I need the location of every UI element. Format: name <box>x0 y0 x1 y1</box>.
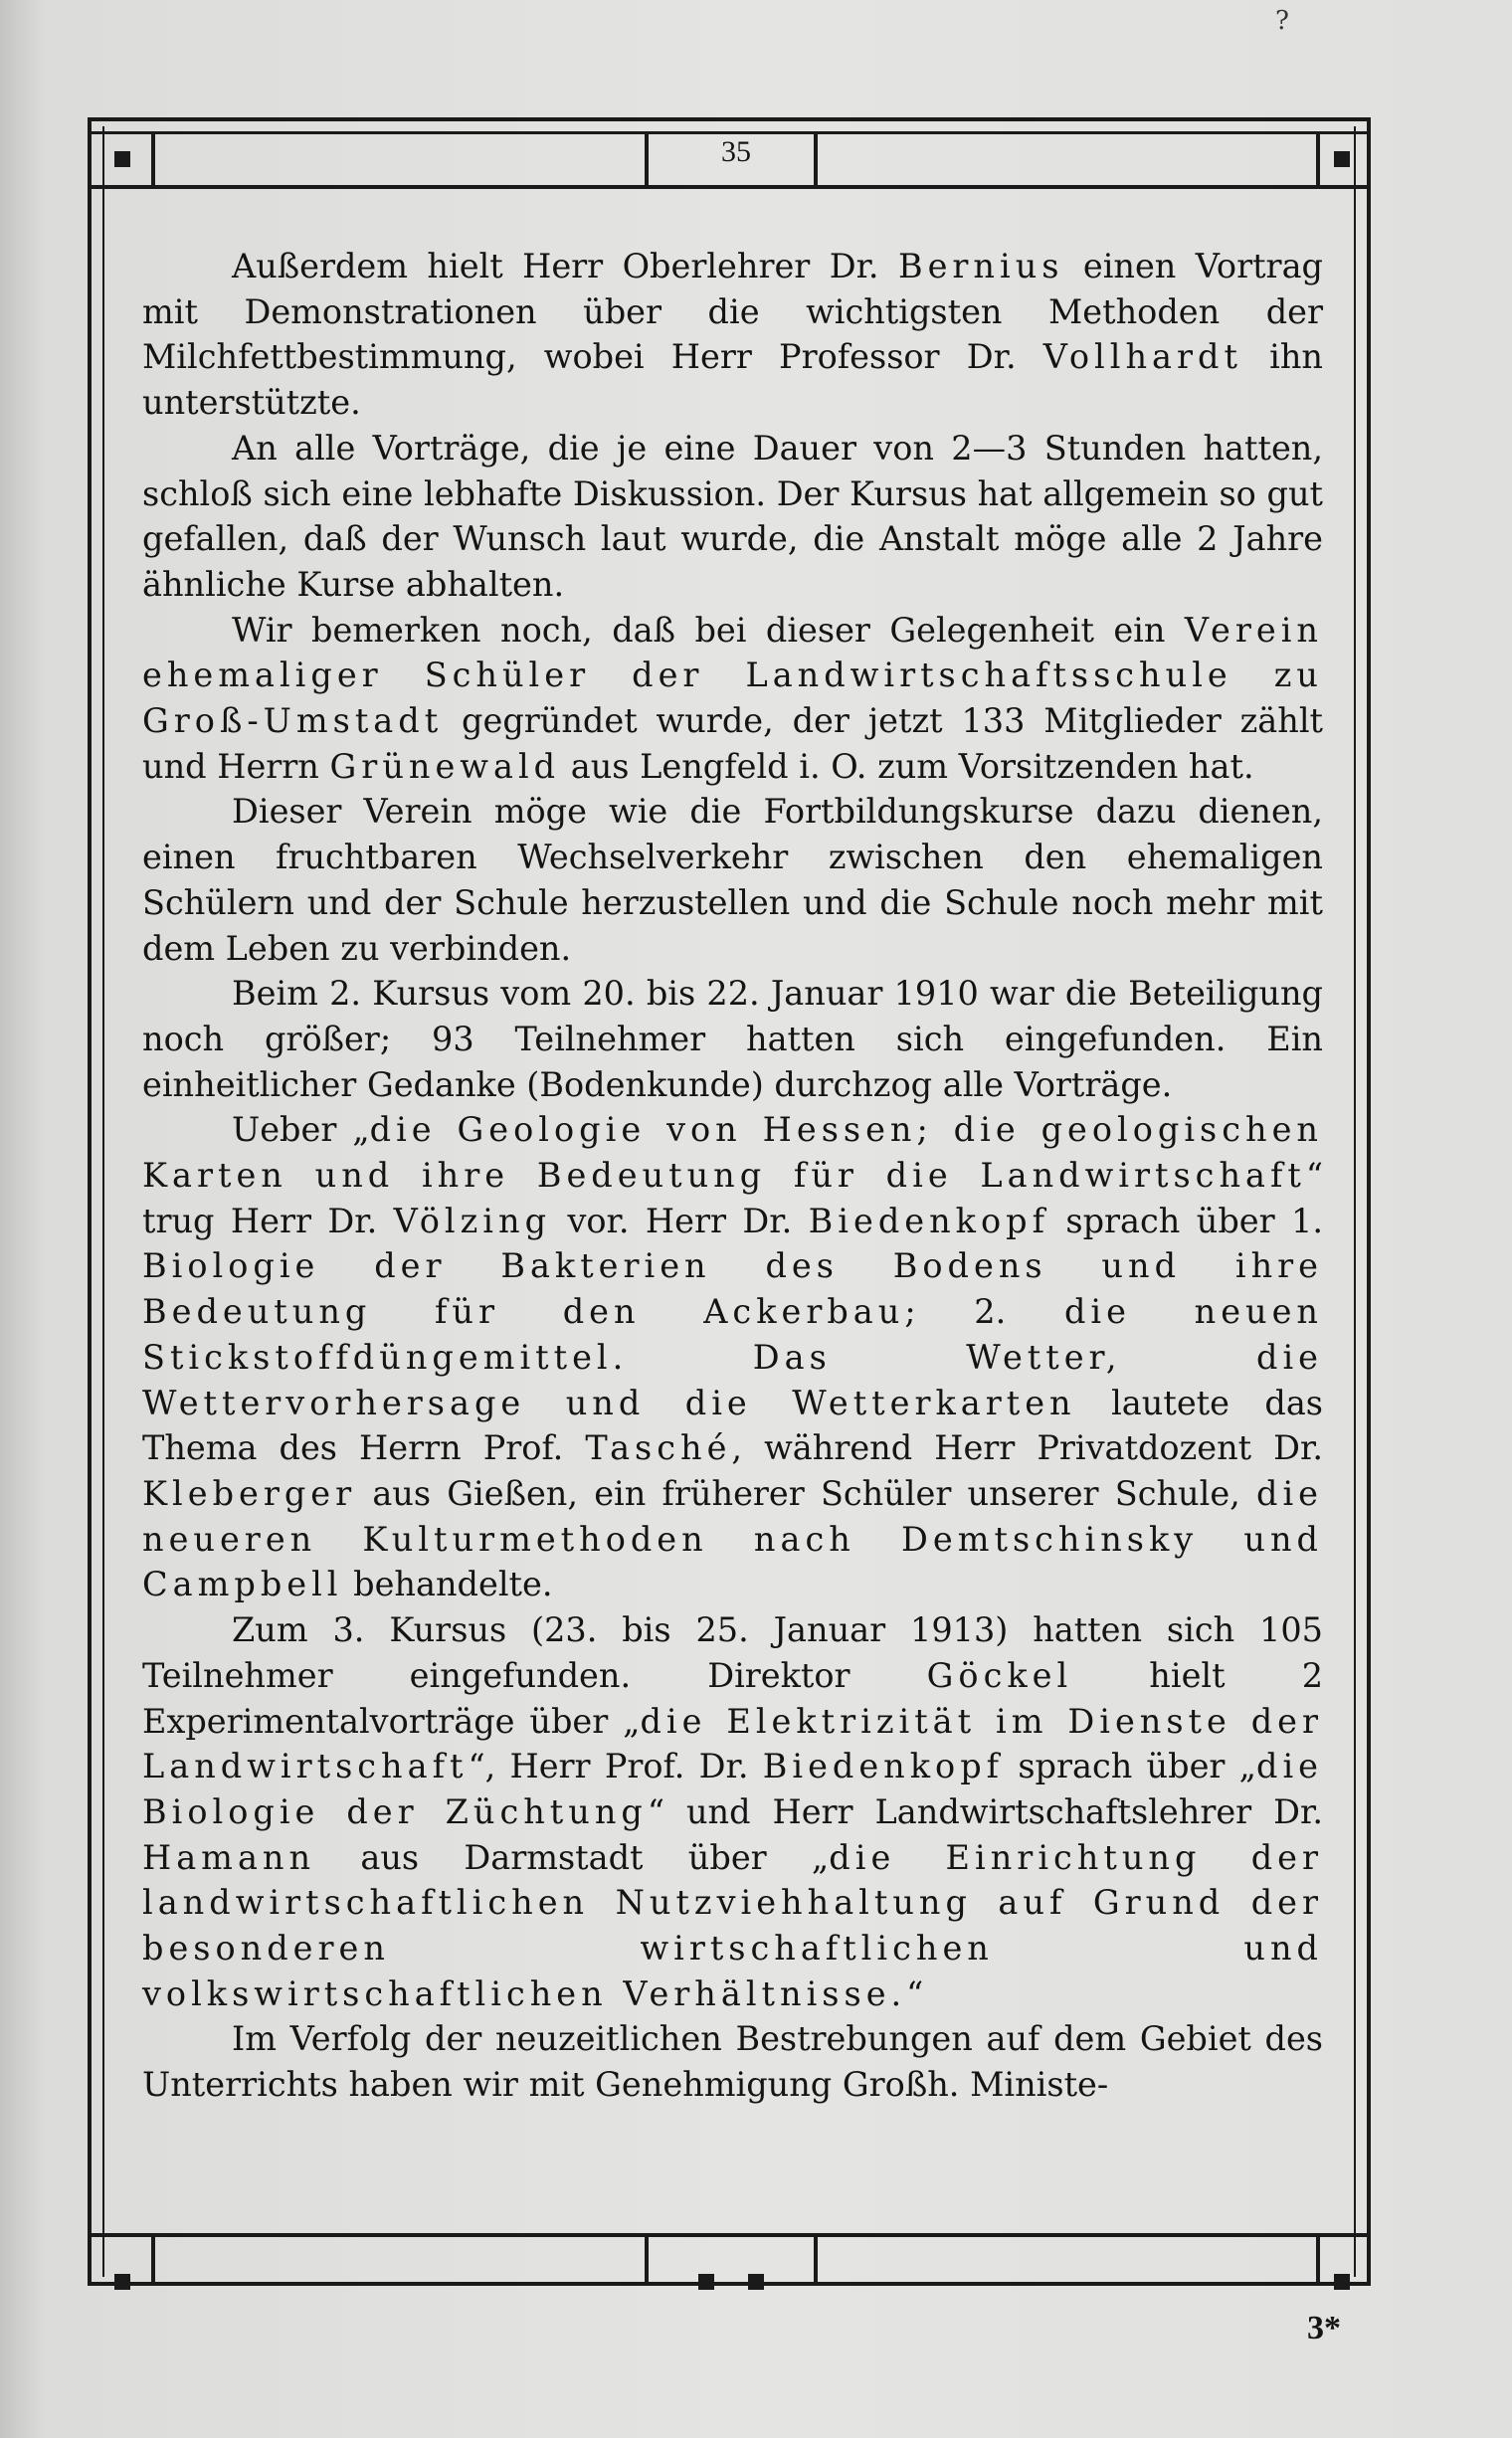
text-run: An alle Vorträge, die je eine Dauer von 2—3 Stunden hatten, schloß sich eine lebhafte Diskussion. Der Kursus hat allgemein so gut gefallen, daß der Wunsch laut wurde, die Anstalt möge alle 2 Jahre ähnliche Kurse abhalten. <box>142 428 1323 604</box>
header-divider-center-left <box>645 131 649 189</box>
text-run: Außerdem hielt Herr Oberlehrer Dr. <box>232 247 898 285</box>
emphasized-text: die neueren Kulturmethoden nach Demtschinsky und Campbell <box>142 1473 1323 1604</box>
emphasized-text: die Geologie von Hessen; die geologischen Karten und ihre Bedeutung für die Landwirtschaft <box>142 1110 1323 1196</box>
text-run: “, Herr Prof. Dr. <box>468 1747 763 1786</box>
footer-ornament-center-2 <box>748 2274 764 2290</box>
emphasized-text: die neuen Stickstoffdüngemittel <box>142 1292 1323 1377</box>
text-run: , während Herr Privatdozent Dr. <box>731 1428 1323 1468</box>
paragraph-p5 <box>142 971 1323 1107</box>
emphasized-text: Tasché <box>585 1428 732 1468</box>
emphasized-text: Biedenkopf <box>808 1201 1049 1240</box>
text-run: lautete das Thema des Herrn Prof. <box>142 1383 1323 1468</box>
paragraph-p6 <box>142 1107 1323 1607</box>
text-run: vor. Herr Dr. <box>551 1201 809 1240</box>
text-run: behandelte. <box>342 1565 553 1604</box>
footer-ornament-left <box>114 2274 130 2290</box>
paragraph-p1 <box>142 244 1323 426</box>
text-run: hielt 2 Experimentalvorträge über „ <box>142 1655 1324 1741</box>
text-run: einen Vortrag mit Demonstrationen über die wichtigsten Methoden der Milchfettbestimmung, wobei Herr Professor Dr. <box>142 247 1323 377</box>
header-rule-bottom <box>88 185 1371 189</box>
text-run: sprach über „ <box>1004 1747 1257 1786</box>
emphasized-text: Völzing <box>393 1201 552 1240</box>
text-run: “ und Herr Landwirtschaftslehrer Dr. <box>647 1791 1323 1831</box>
body-text <box>142 244 1323 2108</box>
footer-divider-center-left <box>645 2233 649 2285</box>
emphasized-text: Grünewald <box>329 746 561 786</box>
text-run: ; 2. <box>904 1292 1064 1332</box>
footer-divider-center-right <box>814 2233 818 2285</box>
text-run: sprach über 1. <box>1048 1201 1323 1240</box>
emphasized-text: die Einrichtung der landwirtschaftlichen Nutzviehhaltung auf Grund der besonderen wirtschaftlichen und volkswirtschaftlichen Verhältnisse. <box>142 1837 1323 2013</box>
footer-ornament-right <box>1334 2274 1350 2290</box>
emphasized-text: Verein ehemaliger Schüler der Landwirtschaftsschule zu Groß-Umstadt <box>142 610 1323 741</box>
footer-rule-top <box>88 2233 1371 2237</box>
header-divider-left <box>151 131 155 189</box>
text-run: ihn unterstützte. <box>142 337 1323 423</box>
footer-divider-left <box>151 2233 155 2285</box>
footer-ornament-center-1 <box>698 2274 714 2290</box>
header-ornament-left <box>114 151 130 167</box>
footer-divider-right <box>1316 2233 1320 2285</box>
emphasized-text: die Elektrizität im Dienste der Landwirtschaft <box>142 1701 1323 1786</box>
text-run: Im Verfolg der neuzeitlichen Bestrebungen auf dem Gebiet des Unterrichts haben wir mit Genehmigung Großh. Ministe- <box>142 2019 1323 2105</box>
text-run: Ueber „ <box>232 1110 370 1150</box>
header-rule-top <box>88 131 1371 134</box>
text-run: aus Darmstadt über „ <box>315 1837 830 1877</box>
text-run: Dieser Verein möge wie die Fortbildungskurse dazu dienen, einen fruchtbaren Wechselverkehr zwischen den ehemaligen Schülern und der Schule herzustellen und die Schule noch mehr mit dem Leben zu verbinden. <box>142 792 1323 968</box>
emphasized-text: Vollhardt <box>1042 337 1242 377</box>
paragraph-p7 <box>142 1607 1323 2016</box>
paragraph-p4 <box>142 789 1323 971</box>
emphasized-text: Göckel <box>926 1655 1073 1695</box>
corner-mark: ? <box>1275 6 1289 36</box>
text-run: Zum 3. Kursus (23. bis 25. Januar 1913) hatten sich 105 Teilnehmer eingefunden. Direktor <box>142 1610 1323 1695</box>
text-run: Wir bemerken noch, daß bei dieser Gelegenheit ein <box>232 610 1185 650</box>
text-run: gegründet wurde, der jetzt 133 Mitglieder zählt und Herrn <box>142 701 1323 786</box>
text-run: . <box>612 1337 753 1377</box>
emphasized-text: Biologie der Bakterien des Bodens und ihre Bedeutung für den Ackerbau <box>142 1246 1323 1332</box>
text-run: Beim 2. Kursus vom 20. bis 22. Januar 1910 war die Beteiligung noch größer; 93 Teilnehmer hatten sich eingefunden. Ein einheitlicher Gedanke (Bodenkunde) durchzog alle Vorträge. <box>142 974 1323 1104</box>
paragraph-p8 <box>142 2016 1323 2107</box>
emphasized-text: Biedenkopf <box>762 1747 1005 1786</box>
emphasized-text: Bernius <box>897 247 1064 285</box>
text-run: aus Lengfeld i. O. zum Vorsitzenden hat. <box>560 746 1254 786</box>
paragraph-p3 <box>142 608 1323 790</box>
text-run: “ trug Herr Dr. <box>142 1156 1323 1240</box>
text-run: “ <box>906 1973 924 2013</box>
header-divider-right <box>1316 131 1320 189</box>
text-run: aus Gießen, ein früherer Schüler unserer Schule, <box>356 1473 1257 1513</box>
emphasized-text: Das Wetter, die Wettervorhersage und die Wetterkarten <box>142 1337 1323 1422</box>
emphasized-text: Kleberger <box>142 1473 357 1513</box>
paragraph-p2 <box>142 426 1323 608</box>
page-number: 35 <box>721 135 751 168</box>
emphasized-text: die Biologie der Züchtung <box>142 1747 1323 1831</box>
header-ornament-right <box>1334 151 1350 167</box>
emphasized-text: Hamann <box>142 1837 316 1877</box>
signature-mark: 3* <box>1307 2310 1341 2346</box>
